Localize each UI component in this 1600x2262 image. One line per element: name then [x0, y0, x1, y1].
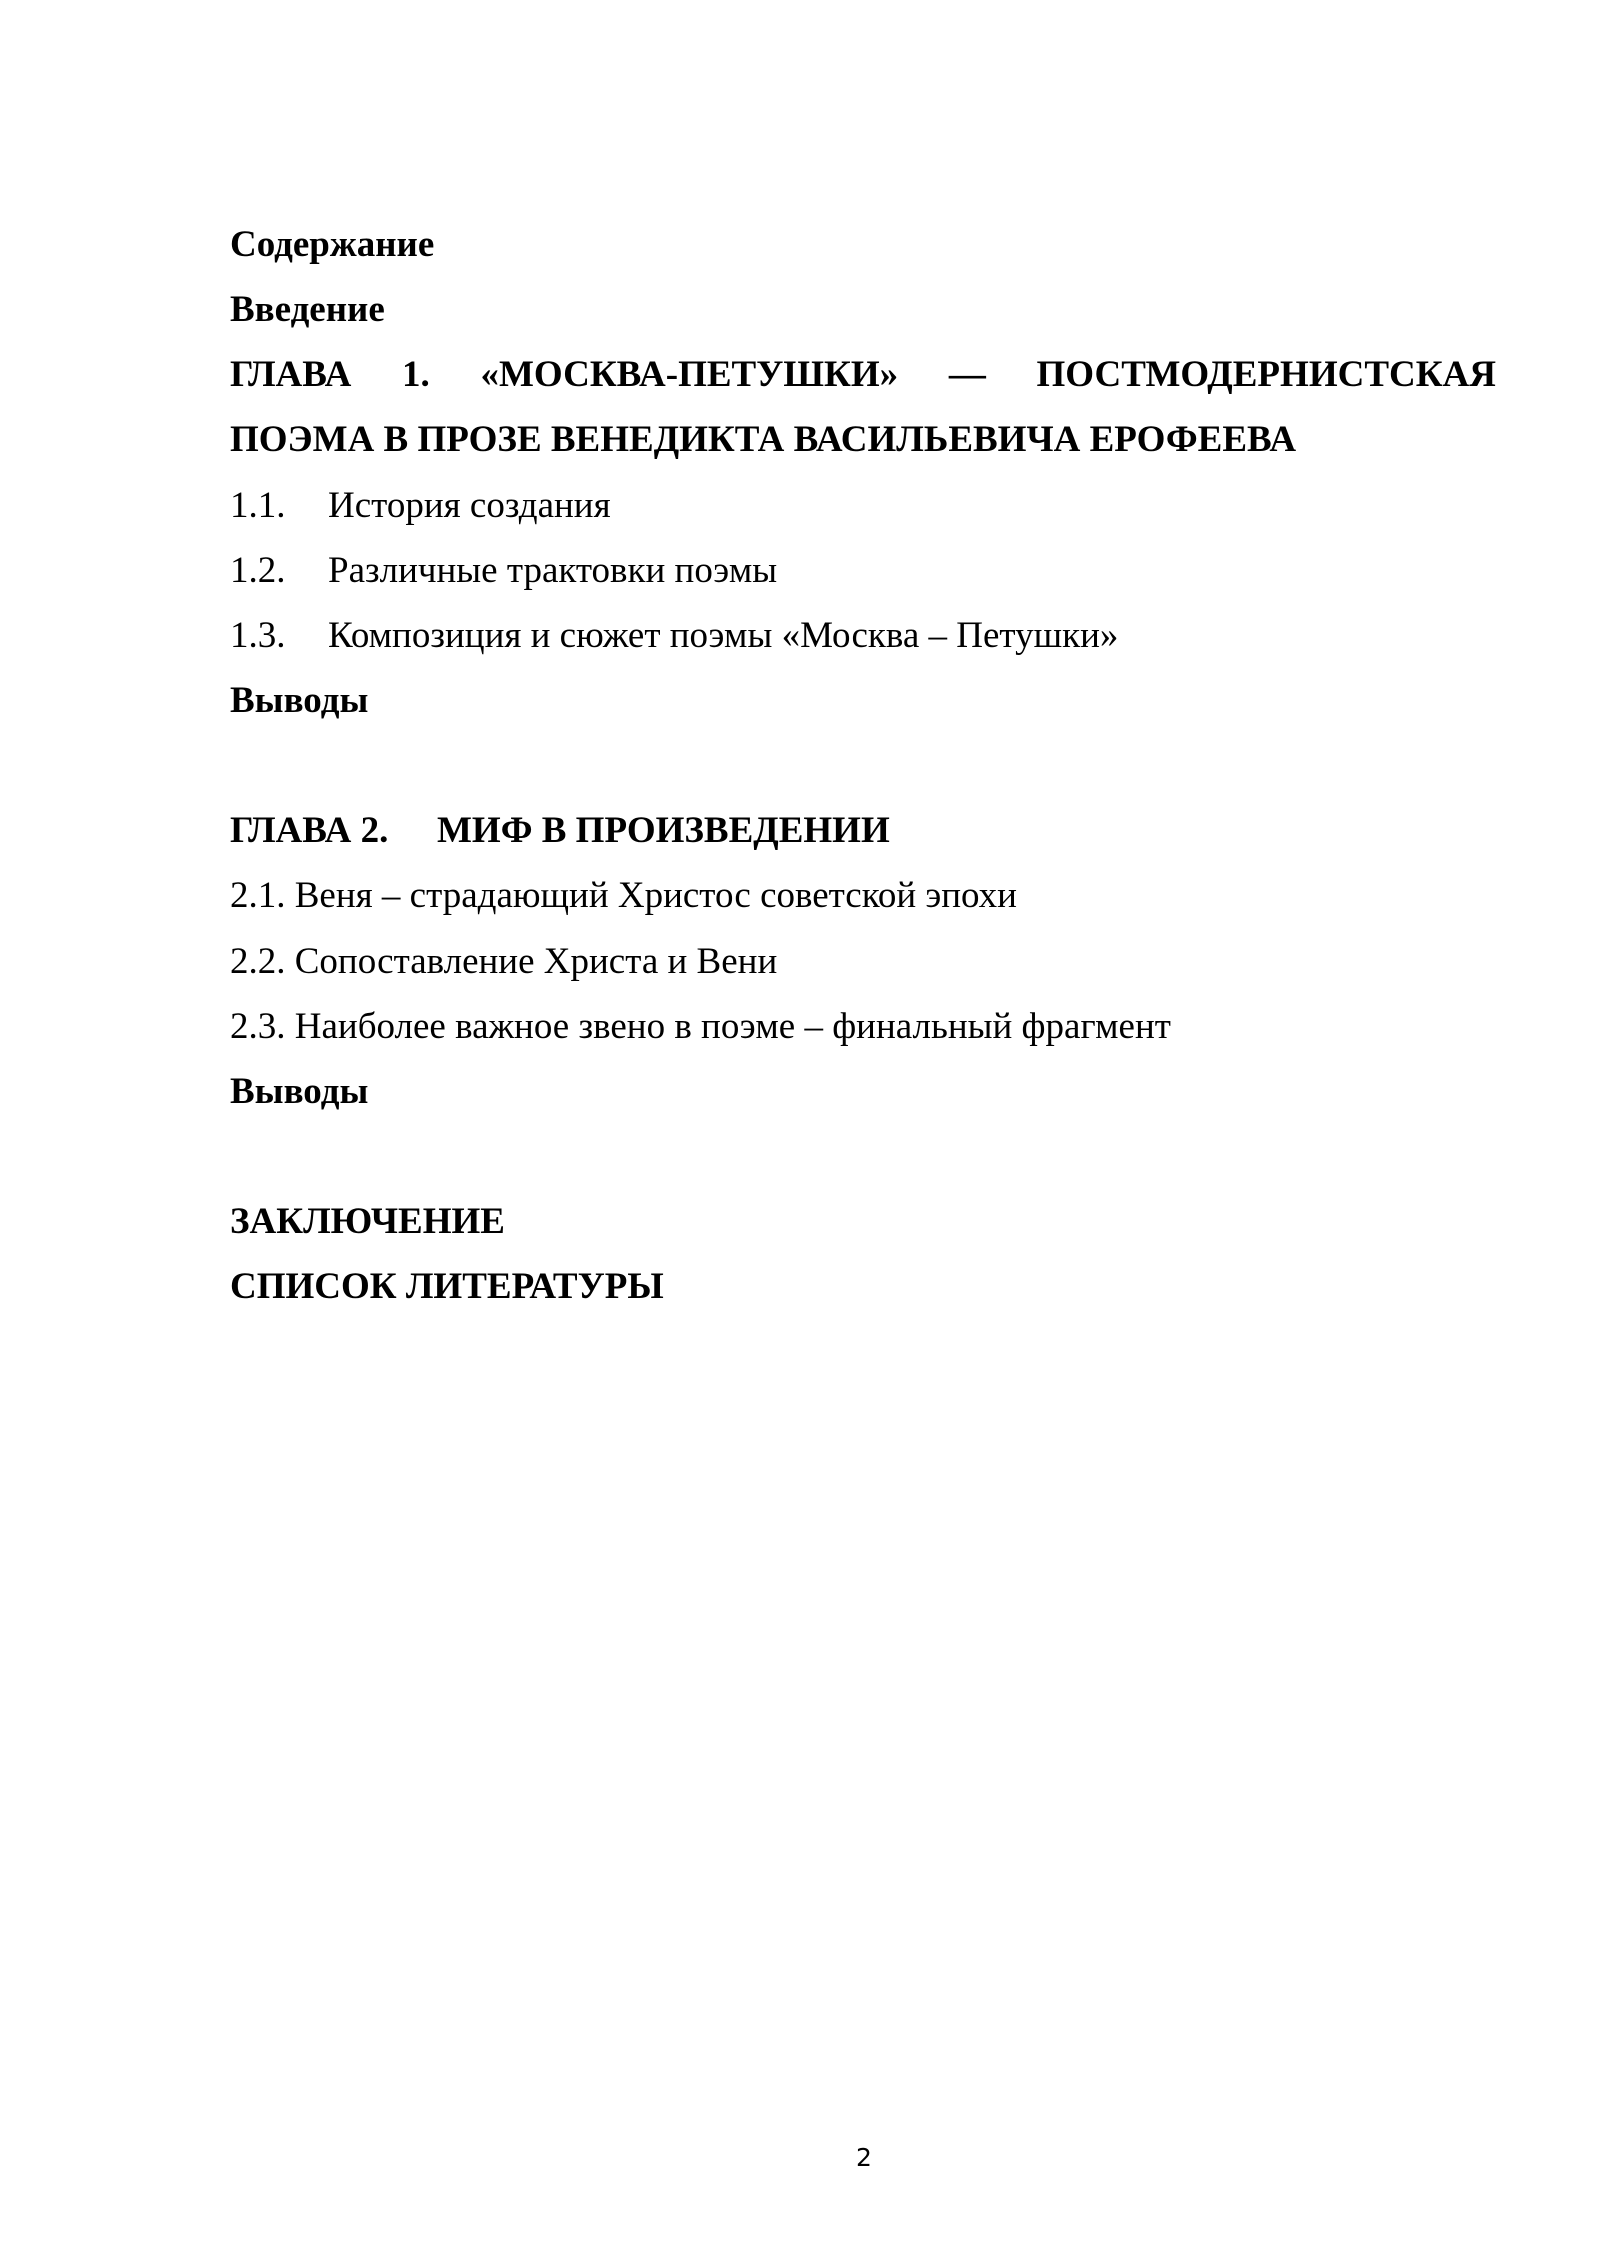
chapter1-word-2: 1.	[402, 354, 430, 395]
toc-entry-1-3	[230, 614, 1118, 658]
chapter1-word-3: «МОСКВА-ПЕТУШКИ»	[480, 354, 899, 395]
chapter1-word-4: —	[948, 354, 986, 395]
toc-entry-1-1	[230, 484, 611, 528]
toc-entry-title: Композиция и сюжет поэмы «Москва – Петушки»	[328, 615, 1119, 656]
toc-entry-references: СПИСОК ЛИТЕРАТУРЫ	[230, 1266, 664, 1307]
toc-chapter2-conclusions: Выводы	[230, 1071, 369, 1112]
toc-entry-1-2	[230, 549, 777, 593]
toc-chapter1-conclusions: Выводы	[230, 680, 369, 721]
toc-chapter1-title-line1	[230, 353, 1496, 397]
chapter1-word-5: ПОСТМОДЕРНИСТСКАЯ	[1036, 354, 1496, 395]
toc-entry-number: 1.1.	[230, 485, 286, 526]
toc-heading: Содержание	[230, 224, 435, 265]
toc-entry-2-2: 2.2. Сопоставление Христа и Вени	[230, 941, 778, 982]
toc-entry-title: Различные трактовки поэмы	[328, 550, 778, 591]
toc-chapter2-title	[230, 809, 890, 853]
chapter1-word-1: ГЛАВА	[230, 354, 352, 395]
toc-entry-intro: Введение	[230, 289, 385, 330]
toc-entry-number: 1.3.	[230, 615, 286, 656]
toc-entry-number: 1.2.	[230, 550, 286, 591]
toc-chapter1-title-line2: ПОЭМА В ПРОЗЕ ВЕНЕДИКТА ВАСИЛЬЕВИЧА ЕРОФЕЕВА	[230, 419, 1297, 460]
toc-entry-title: История создания	[328, 485, 611, 526]
page-number: 2	[856, 2143, 872, 2172]
toc-entry-2-3: 2.3. Наиболее важное звено в поэме – финальный фрагмент	[230, 1006, 1171, 1047]
toc-entry-conclusion: ЗАКЛЮЧЕНИЕ	[230, 1201, 505, 1242]
toc-entry-2-1: 2.1. Веня – страдающий Христос советской эпохи	[230, 875, 1017, 916]
chapter2-label: ГЛАВА 2.	[230, 810, 389, 851]
chapter2-name: МИФ В ПРОИЗВЕДЕНИИ	[437, 810, 890, 851]
